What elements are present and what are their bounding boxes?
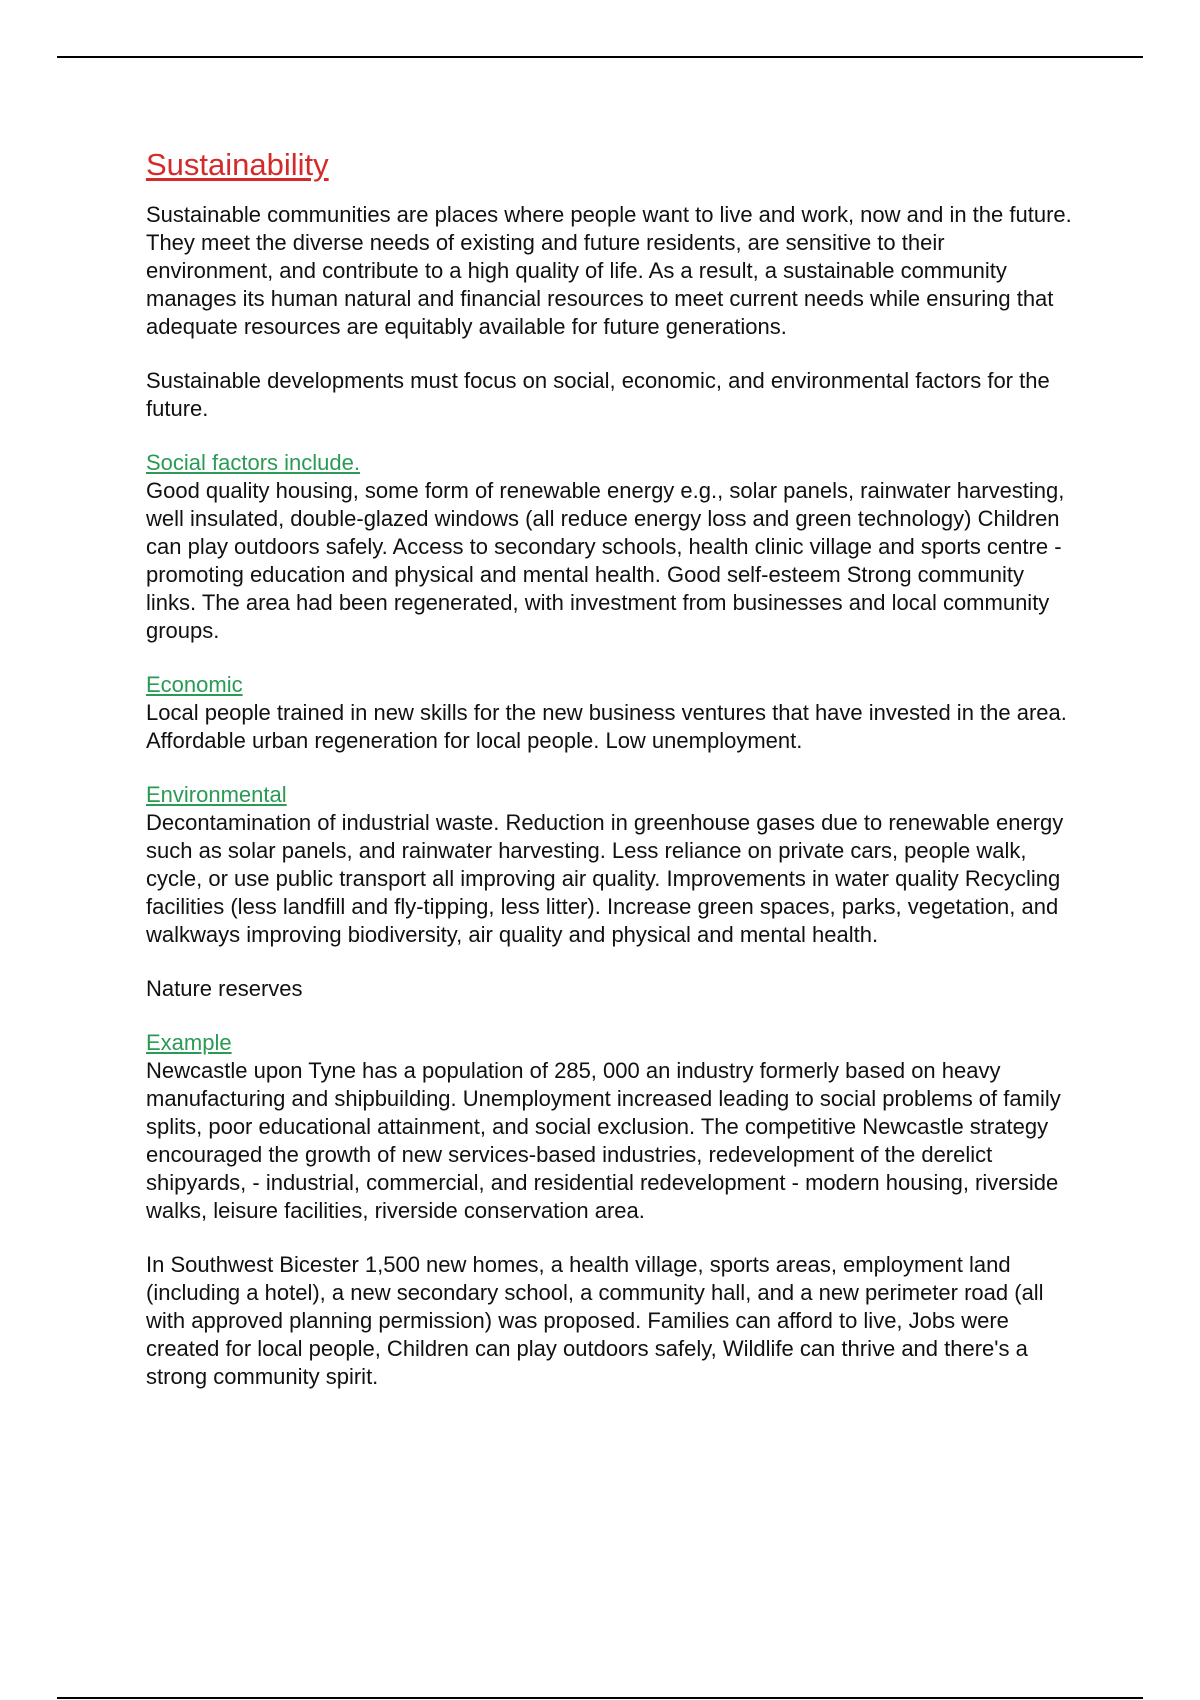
section-body-environmental: Decontamination of industrial waste. Reduction in greenhouse gases due to renewable energy such as solar panels, and rainwater harvesting. Less reliance on private cars, people walk, cycle, or use public transport all improving air quality. Improvements in water quality Recycling facilities (less landfill and fly-tipping, less litter). Increase green spaces, parks, vegetation, and walkways improving biodiversity, air quality and physical and mental health. (146, 810, 1064, 948)
top-rule (57, 56, 1143, 58)
nature-reserves-line: Nature reserves (146, 976, 303, 1002)
section-example (146, 1029, 1076, 1225)
section-heading-environmental: Environmental (146, 782, 287, 808)
section-economic (146, 671, 1076, 755)
section-body-social: Good quality housing, some form of renewable energy e.g., solar panels, rainwater harvesting, well insulated, double-glazed windows (all reduce energy loss and green technology) Children can play outdoors safely. Access to secondary schools, health clinic village and sports centre - promoting education and physical and mental health. Good self-esteem Strong community links. The area had been regenerated, with investment from businesses and local community groups. (146, 478, 1065, 644)
intro-paragraph-2: Sustainable developments must focus on social, economic, and environmental factors for the future. (146, 368, 1050, 422)
intro-paragraph-1: Sustainable communities are places where people want to live and work, now and in the future. They meet the diverse needs of existing and future residents, are sensitive to their environment, and contribute to a high quality of life. As a result, a sustainable community manages its human natural and financial resources to meet current needs while ensuring that adequate resources are equitably available for future generations. (146, 202, 1072, 340)
section-body-example: Newcastle upon Tyne has a population of 285, 000 an industry formerly based on heavy manufacturing and shipbuilding. Unemployment increased leading to social problems of family splits, poor educational attainment, and social exclusion. The competitive Newcastle strategy encouraged the growth of new services-based industries, redevelopment of the derelict shipyards, - industrial, commercial, and residential redevelopment - modern housing, riverside walks, leisure facilities, riverside conservation area. (146, 1058, 1061, 1224)
section-body-economic: Local people trained in new skills for the new business ventures that have invested in the area. Affordable urban regeneration for local people. Low unemployment. (146, 700, 1067, 754)
section-heading-economic: Economic (146, 672, 243, 698)
bottom-rule (57, 1697, 1143, 1699)
section-social (146, 449, 1076, 645)
document-body (146, 146, 1076, 1417)
document-title: Sustainability (146, 147, 329, 182)
closing-paragraph: In Southwest Bicester 1,500 new homes, a health village, sports areas, employment land (including a hotel), a new secondary school, a community hall, and a new perimeter road (all with approved planning permission) was proposed. Families can afford to live, Jobs were created for local people, Children can play outdoors safely, Wildlife can thrive and there's a strong community spirit. (146, 1252, 1044, 1390)
section-heading-social: Social factors include. (146, 450, 360, 476)
section-environmental (146, 781, 1076, 949)
section-heading-example: Example (146, 1030, 232, 1056)
